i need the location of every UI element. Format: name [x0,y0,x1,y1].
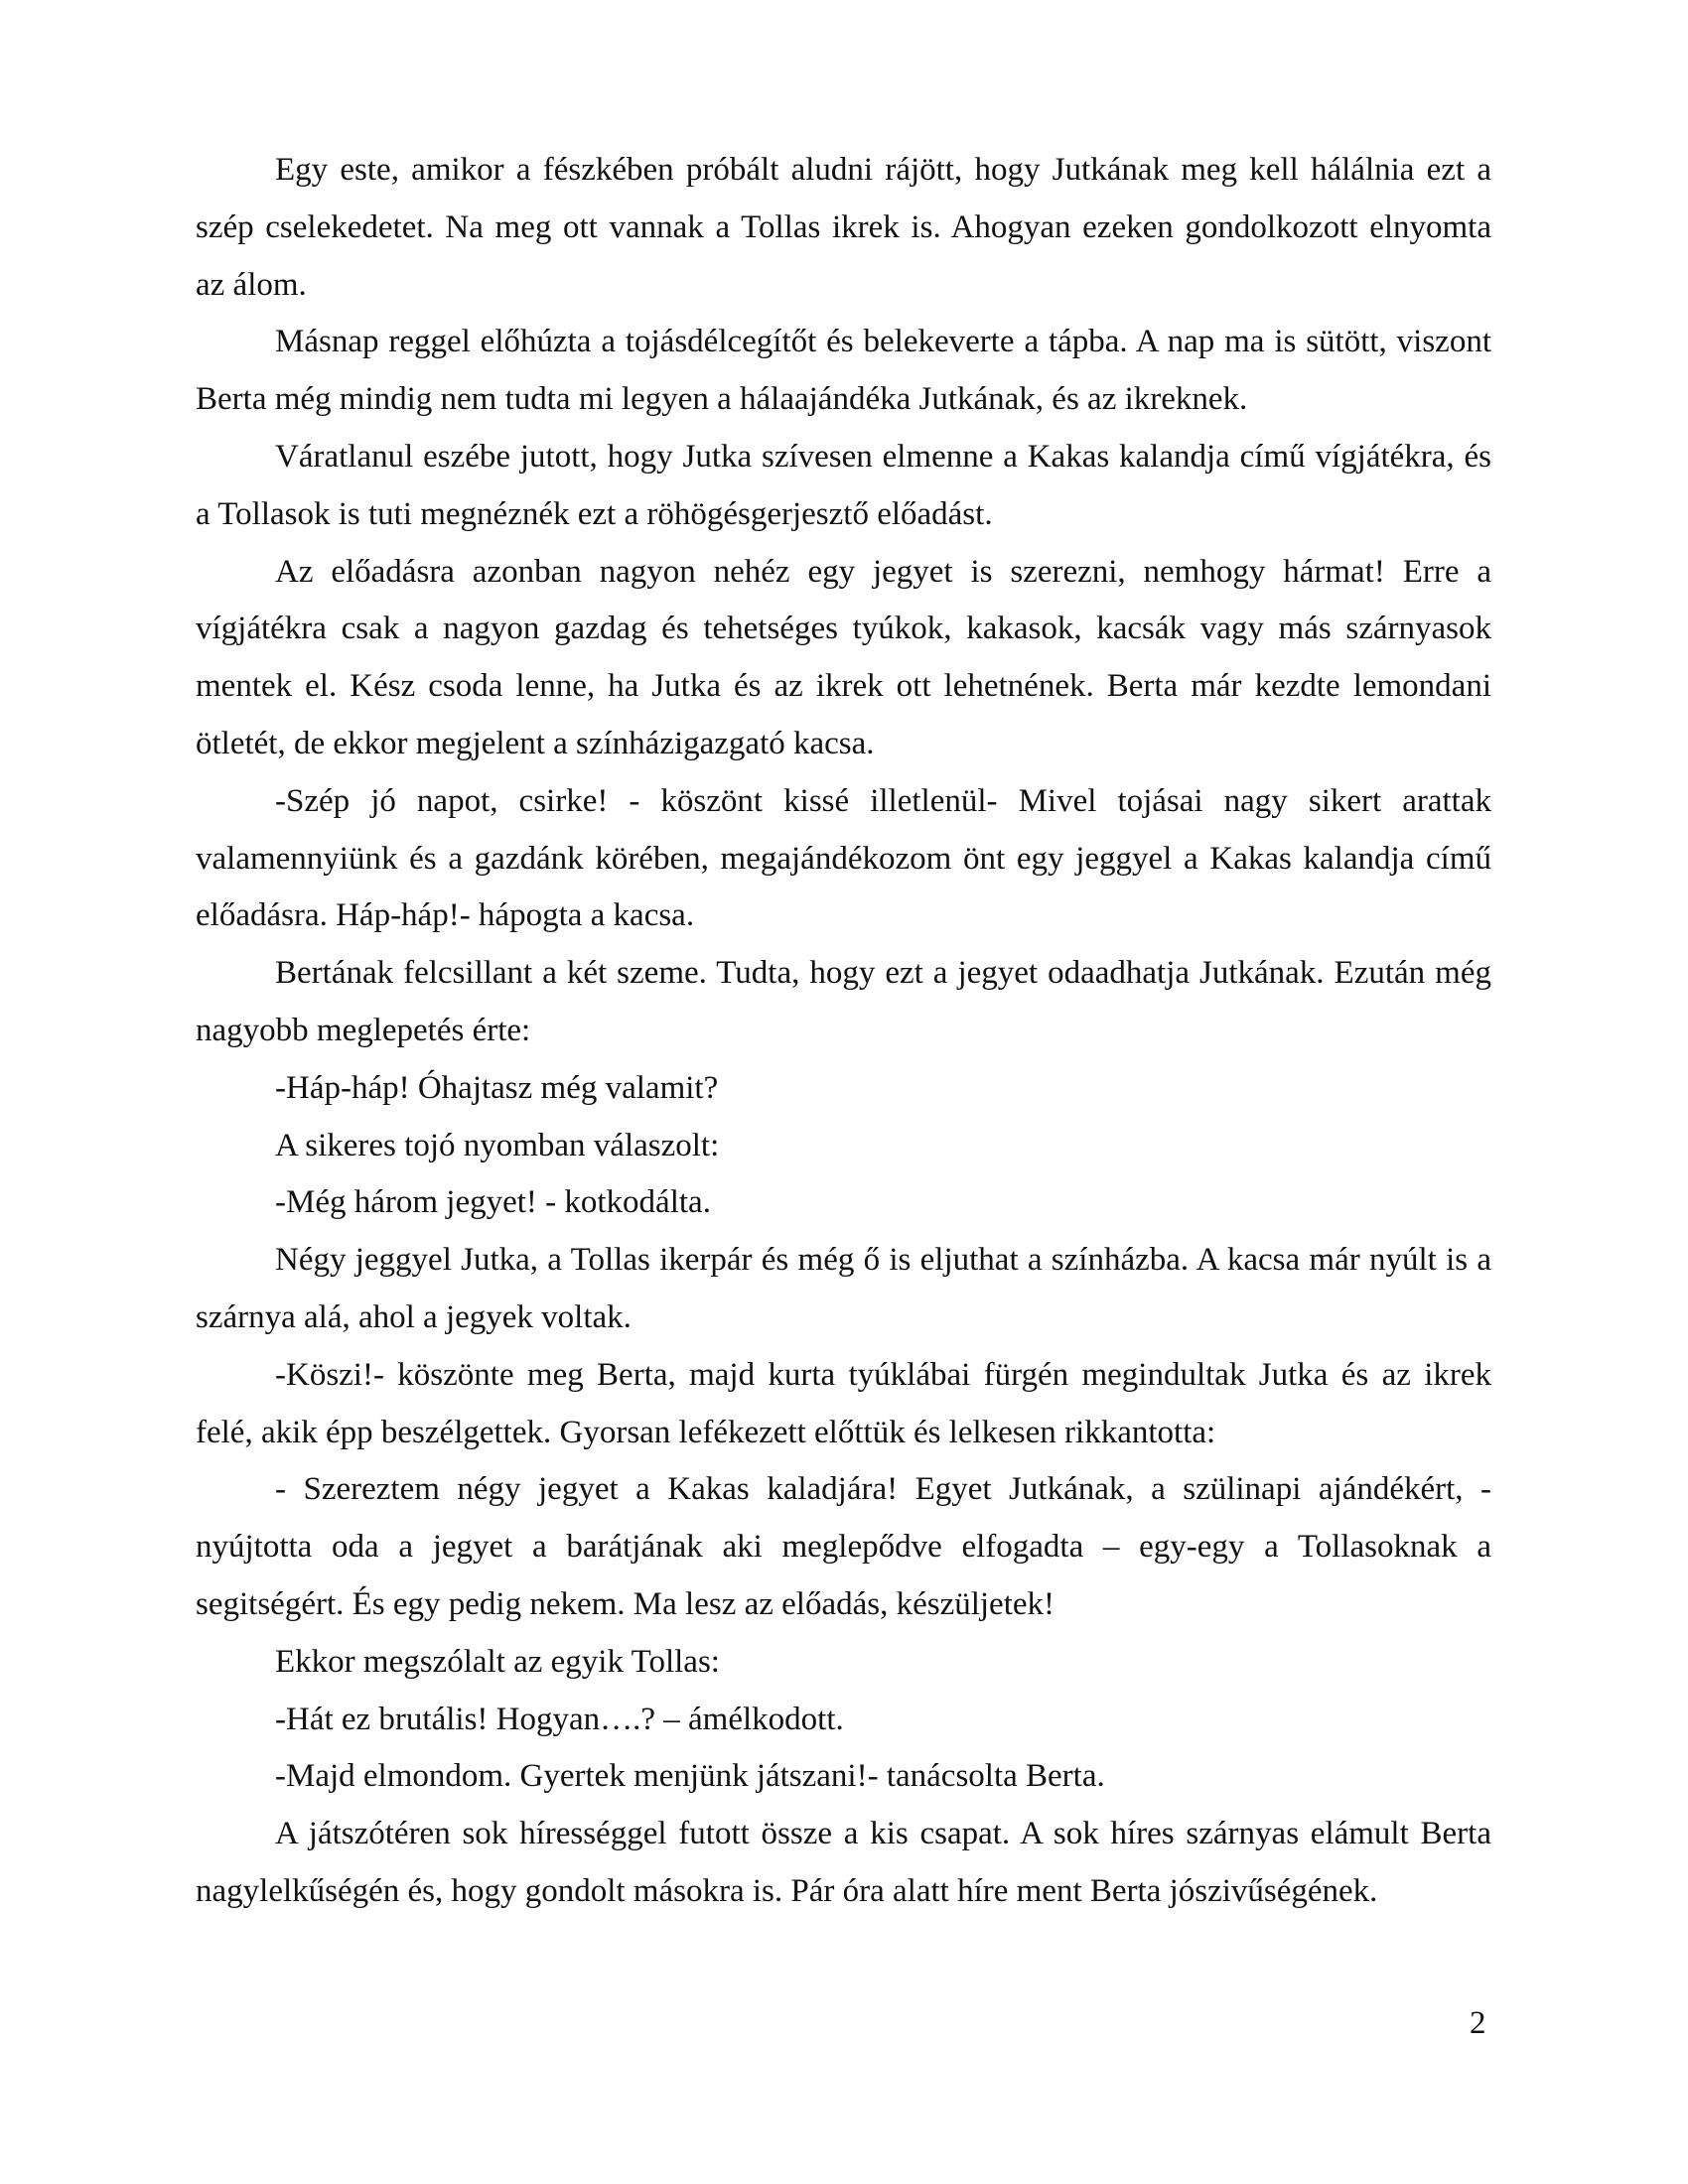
text-line: vígjátékra csak a nagyon gazdag és tehetséges tyúkok, kakasok, kacsák vagy más szárnyasok [196,611,1491,647]
text-line: a Tollasok is tuti megnéznék ezt a röhögésgerjesztő előadást. [196,495,993,532]
text-line: Egy este, amikor a fészkében próbált aludni rájött, hogy Jutkának meg kell hálálnia ezt a [275,152,1491,188]
text-line: nagylelkűségén és, hogy gondolt másokra is. Pár óra alatt híre ment Berta jószivűségének. [196,1872,1378,1909]
paragraph [196,1806,1491,1921]
text-line: szárnya alá, ahol a jegyek voltak. [196,1298,632,1335]
text-line: Bertának felcsillant a két szeme. Tudta, hogy ezt a jegyet odaadhatja Jutkának. Ezután még [275,955,1491,992]
text-line: szép cselekedetet. Na meg ott vannak a Tollas ikrek is. Ahogyan ezeken gondolkozott elnyomta [196,208,1491,245]
paragraph [196,314,1491,429]
paragraph [196,1692,1491,1749]
text-line: Ekkor megszólalt az egyik Tollas: [275,1643,720,1680]
text-line: Az előadásra azonban nagyon nehéz egy jegyet is szerezni, nemhogy hármat! Erre a [275,553,1491,590]
text-line: mentek el. Kész csoda lenne, ha Jutka és az ikrek ott lehetnének. Berta már kezdte lemondani [196,668,1491,705]
paragraph [196,1060,1491,1118]
paragraph [196,773,1491,945]
text-line: az álom. [196,266,307,303]
paragraph [196,1748,1491,1806]
text-line: A játszótéren sok hírességgel futott össze a kis csapat. A sok híres szárnyas elámult Berta [275,1816,1491,1852]
paragraph [196,544,1491,773]
page-number: 2 [1470,2005,1486,2041]
text-line: felé, akik épp beszélgettek. Gyorsan lefékezett előttük és lelkesen rikkantotta: [196,1414,1216,1450]
text-line: segitségért. És egy pedig nekem. Ma lesz az előadás, készüljetek! [196,1585,1055,1622]
paragraph [196,1232,1491,1347]
body-text [196,142,1491,1921]
paragraph [196,1347,1491,1462]
text-line: -Háp-háp! Óhajtasz még valamit? [275,1069,719,1106]
text-line: -Szép jó napot, csirke! - köszönt kissé illetlenül- Mivel tojásai nagy sikert arattak [275,782,1491,819]
paragraph [196,1118,1491,1175]
paragraph [196,1174,1491,1232]
paragraph [196,1461,1491,1633]
text-line: előadásra. Háp-háp!- hápogta a kacsa. [196,897,695,934]
paragraph [196,945,1491,1060]
text-line: -Még három jegyet! - kotkodálta. [275,1184,711,1221]
text-line: Váratlanul eszébe jutott, hogy Jutka szívesen elmenne a Kakas kalandja című vígjátékra, és [275,438,1491,475]
text-line: Négy jeggyel Jutka, a Tollas ikerpár és még ő is eljuthat a színházba. A kacsa már nyúlt is a [275,1242,1491,1279]
paragraph [196,1634,1491,1692]
paragraph [196,429,1491,544]
text-line: Másnap reggel előhúzta a tojásdélcegítőt és belekeverte a tápba. A nap ma is sütött, viszont [275,324,1491,360]
text-line: nyújtotta oda a jegyet a barátjának aki meglepődve elfogadta – egy-egy a Tollasoknak a [196,1529,1491,1566]
text-line: A sikeres tojó nyomban válaszolt: [275,1127,720,1163]
text-line: -Hát ez brutális! Hogyan….? – ámélkodott. [275,1701,844,1737]
text-line: Berta még mindig nem tudta mi legyen a hálaajándéka Jutkának, és az ikreknek. [196,381,1248,418]
text-line: valamennyiünk és a gazdánk körében, megajándékozom önt egy jeggyel a Kakas kalandja című [196,840,1491,877]
text-line: -Köszi!- köszönte meg Berta, majd kurta tyúklábai fürgén megindultak Jutka és az ikrek [275,1356,1491,1393]
text-line: -Majd elmondom. Gyertek menjünk játszani!- tanácsolta Berta. [275,1758,1105,1795]
text-line: - Szereztem négy jegyet a Kakas kaladjára! Egyet Jutkának, a szülinapi ajándékért, - [275,1471,1491,1508]
text-line: nagyobb meglepetés érte: [196,1012,531,1048]
paragraph [196,142,1491,314]
text-line: ötletét, de ekkor megjelent a színházigazgató kacsa. [196,725,875,761]
